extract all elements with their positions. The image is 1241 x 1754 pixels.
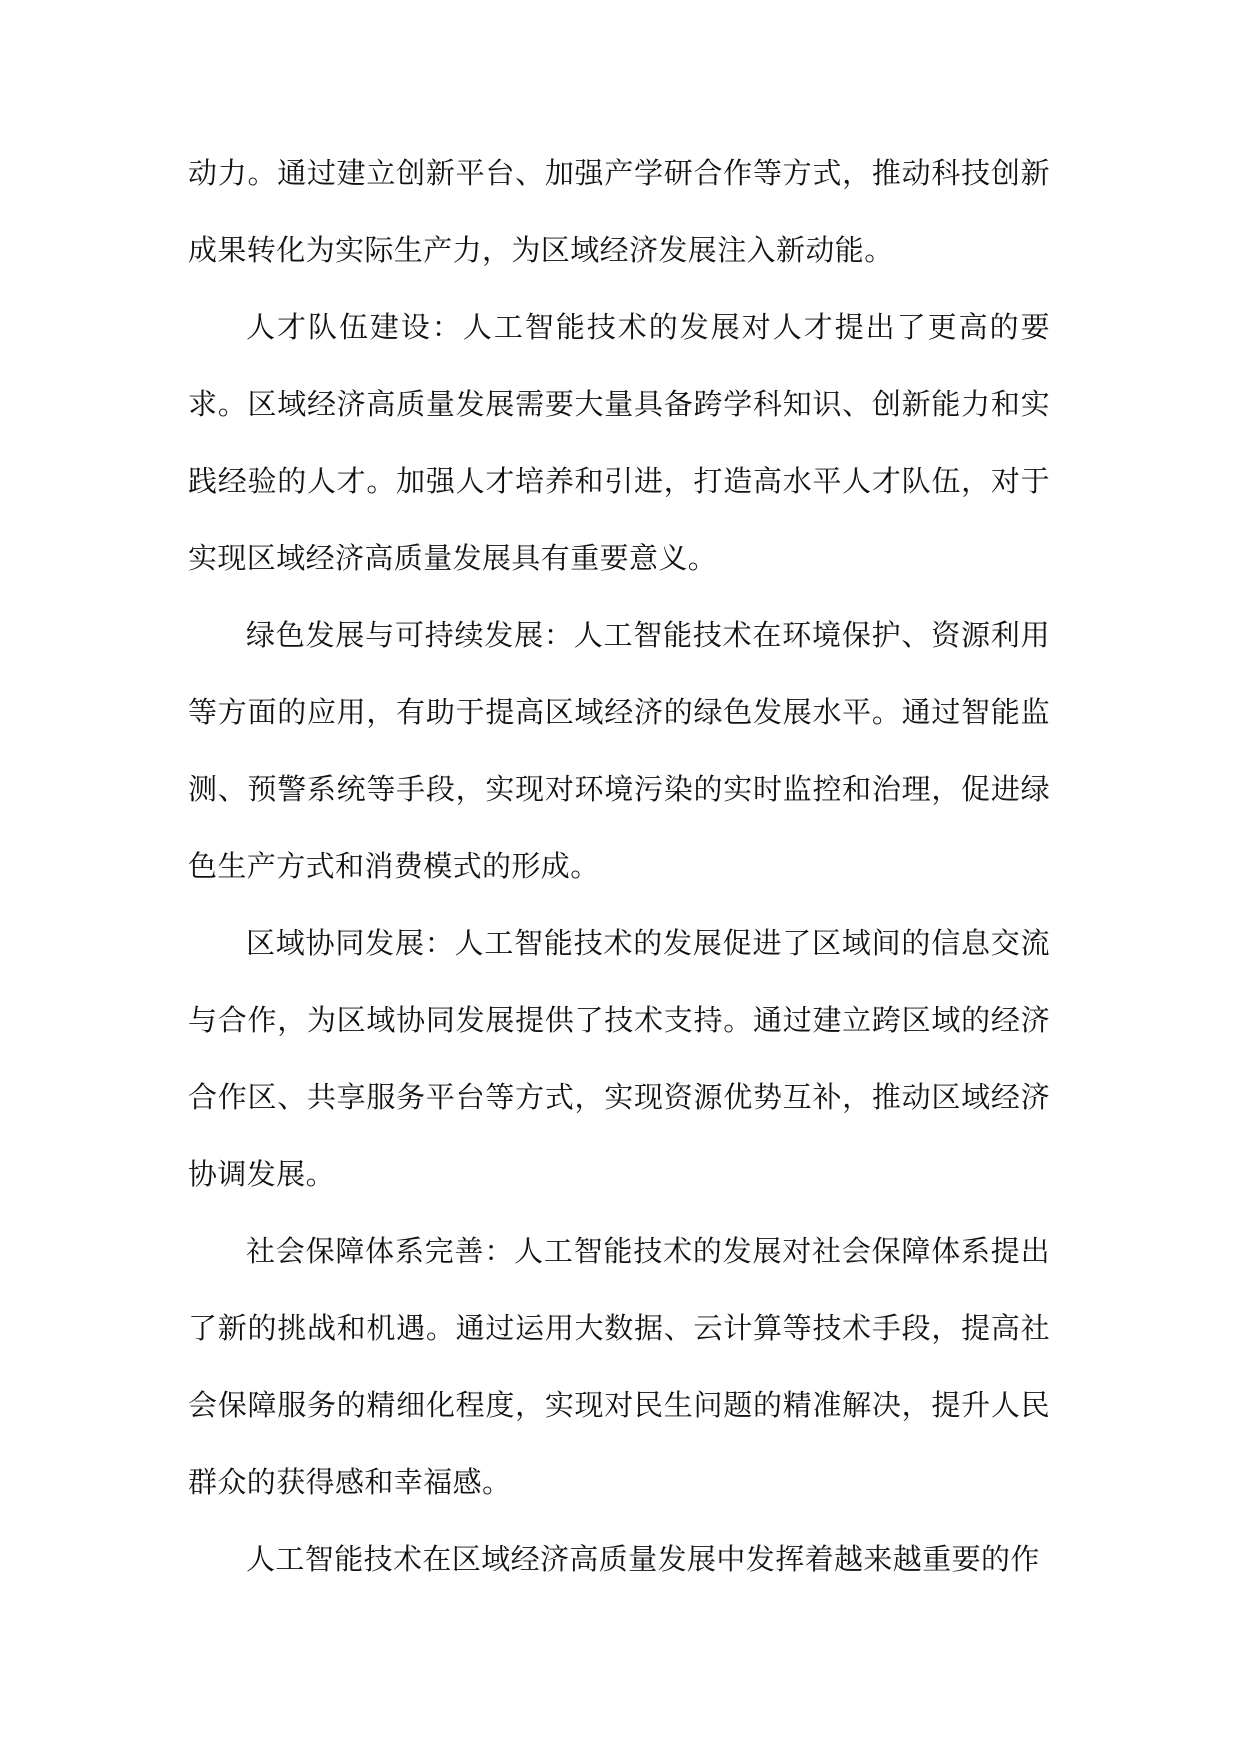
- body-text: [188, 135, 1050, 1598]
- paragraph-green-development: 绿色发展与可持续发展：人工智能技术在环境保护、资源利用等方面的应用，有助于提高区域经济的绿色发展水平。通过智能监测、预警系统等手段，实现对环境污染的实时监控和治理，促进绿色生产方式和消费模式的形成。: [188, 618, 1050, 883]
- paragraph-conclusion: 人工智能技术在区域经济高质量发展中发挥着越来越重要的作: [246, 1542, 1040, 1576]
- paragraph-talent-team: 人才队伍建设：人工智能技术的发展对人才提出了更高的要求。区域经济高质量发展需要大量具备跨学科知识、创新能力和实践经验的人才。加强人才培养和引进，打造高水平人才队伍，对于实现区域经济高质量发展具有重要意义。: [188, 310, 1050, 575]
- paragraph-continuation: 动力。通过建立创新平台、加强产学研合作等方式，推动科技创新成果转化为实际生产力，为区域经济发展注入新动能。: [188, 156, 1050, 267]
- paragraph-regional-coordination: 区域协同发展：人工智能技术的发展促进了区域间的信息交流与合作，为区域协同发展提供了技术支持。通过建立跨区域的经济合作区、共享服务平台等方式，实现资源优势互补，推动区域经济协调发展。: [188, 926, 1050, 1191]
- paragraph-social-security: 社会保障体系完善：人工智能技术的发展对社会保障体系提出了新的挑战和机遇。通过运用大数据、云计算等技术手段，提高社会保障服务的精细化程度，实现对民生问题的精准解决，提升人民群众的获得感和幸福感。: [188, 1234, 1050, 1499]
